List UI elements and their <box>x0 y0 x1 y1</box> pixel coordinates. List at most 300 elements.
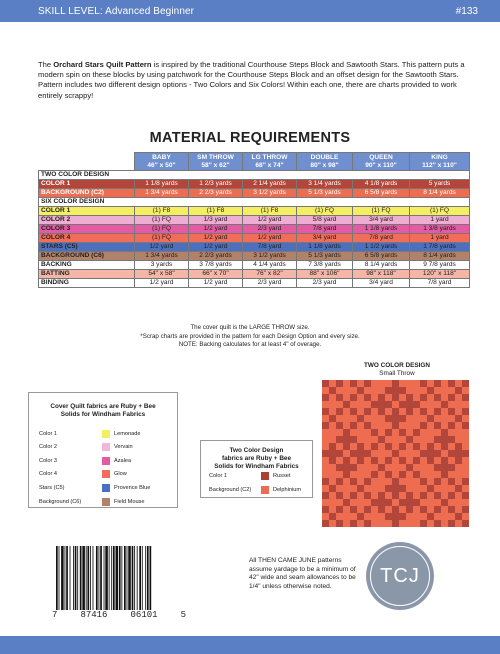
barcode-bar <box>56 546 58 610</box>
table-cell: 7/8 yard <box>297 225 353 234</box>
top-banner <box>0 0 500 22</box>
quilt-patch <box>329 387 336 394</box>
quilt-patch <box>371 471 378 478</box>
size-header <box>243 153 297 171</box>
cover-fabrics-title-line2: Solids for Windham Fabrics <box>60 411 146 419</box>
quilt-patch <box>434 408 441 415</box>
table-cell: 3 7/8 yards <box>189 261 243 270</box>
quilt-patch <box>448 408 455 415</box>
quilt-patch <box>406 499 413 506</box>
color-swatch <box>102 430 110 438</box>
fabric-swatch-row <box>201 471 312 480</box>
fabric-color-name: Provence Blue <box>114 484 151 491</box>
row-label: BINDING <box>39 279 135 288</box>
quilt-patch <box>343 401 350 408</box>
table-cell: 7 3/8 yards <box>297 261 353 270</box>
table-cell: 5/8 yard <box>297 216 353 225</box>
row-label: STARS (C5) <box>39 243 135 252</box>
barcode-digit-last: 5 <box>180 610 186 620</box>
quilt-patch <box>448 436 455 443</box>
fabric-role: Background (C6) <box>39 498 82 505</box>
table-cell: 1/2 yard <box>189 243 243 252</box>
quilt-patch <box>357 513 364 520</box>
barcode-bar <box>124 546 126 610</box>
quilt-patch <box>357 443 364 450</box>
intro-paragraph <box>38 60 466 101</box>
yardage-footnote: All THEN CAME JUNE patterns assume yardage to be a minimum of 42" wide and seam allowances to be 1/4" unless otherwise noted. <box>249 557 356 590</box>
quilt-patch <box>364 478 371 485</box>
barcode-bar <box>142 546 143 610</box>
barcode-bar <box>127 546 128 610</box>
bottom-banner <box>0 636 500 654</box>
note-backing: NOTE: Backing calculates for at least 4" of overage. <box>178 341 322 349</box>
table-cell: 1 1/8 yards <box>297 243 353 252</box>
size-name: SM THROW <box>197 153 234 161</box>
table-cell: (1) FQ <box>353 207 410 216</box>
table-cell: 88" x 106" <box>297 270 353 279</box>
quilt-patch <box>371 499 378 506</box>
logo-text: TCJ <box>380 564 420 587</box>
material-requirements-table <box>38 152 470 288</box>
quilt-patch <box>322 394 329 401</box>
barcode-bar <box>147 546 149 610</box>
table-section-row <box>39 198 470 207</box>
table-cell: (1) FQ <box>297 207 353 216</box>
barcode-bar <box>137 546 138 610</box>
quilt-patch <box>350 422 357 429</box>
table-cell: 8 1/4 yards <box>410 189 470 198</box>
fabric-color-name: Azalea <box>114 457 132 464</box>
cover-fabrics-title <box>29 403 177 419</box>
quilt-patch <box>420 450 427 457</box>
table-cell: (1) FQ <box>135 234 189 243</box>
fabric-swatch-row <box>201 485 312 494</box>
pattern-name: Orchard Stars Quilt Pattern <box>53 60 152 69</box>
fabric-role: Color 1 <box>39 430 58 437</box>
size-name: QUEEN <box>369 153 393 161</box>
quilt-patch <box>441 499 448 506</box>
quilt-patch <box>343 464 350 471</box>
barcode-group1: 87416 <box>80 610 108 620</box>
quilt-patch <box>392 506 399 513</box>
table-cell: 1 3/4 yards <box>135 189 189 198</box>
quilt-patch <box>357 415 364 422</box>
table-cell: 1 1/2 yards <box>353 243 410 252</box>
quilt-patch <box>434 394 441 401</box>
quilt-patch <box>434 464 441 471</box>
size-dimensions: 80" x 98" <box>310 161 339 169</box>
barcode-digit-first: 7 <box>52 610 58 620</box>
quilt-patch <box>427 387 434 394</box>
quilt-patch <box>420 520 427 527</box>
quilt-patch <box>441 436 448 443</box>
fabric-swatch-row <box>29 456 177 465</box>
quilt-patch <box>441 457 448 464</box>
quilt-patch <box>329 415 336 422</box>
table-cell: 1/3 yard <box>189 216 243 225</box>
quilt-patch <box>455 443 462 450</box>
table-cell: 2 1/4 yards <box>243 180 297 189</box>
quilt-patch <box>364 520 371 527</box>
quilt-patch <box>448 506 455 513</box>
fabric-color-name: Russet <box>273 472 291 479</box>
quilt-patch <box>350 506 357 513</box>
table-cell: 1 3/4 yards <box>135 252 189 261</box>
quilt-patch <box>336 380 343 387</box>
table-cell: 2/3 yard <box>297 279 353 288</box>
quilt-patch <box>322 422 329 429</box>
size-dimensions: 68" x 74" <box>255 161 284 169</box>
quilt-patch <box>399 429 406 436</box>
barcode-bar <box>128 546 131 610</box>
quilt-patch <box>350 520 357 527</box>
quilt-patch <box>329 443 336 450</box>
quilt-patch <box>455 485 462 492</box>
quilt-caption-line1: TWO COLOR DESIGN <box>363 362 431 369</box>
barcode-bar <box>70 546 71 610</box>
row-label: BATTING <box>39 270 135 279</box>
table-cell: 76" x 82" <box>243 270 297 279</box>
table-cell: 1/2 yard <box>135 243 189 252</box>
quilt-patch <box>364 506 371 513</box>
barcode-bar <box>132 546 134 610</box>
quilt-patch <box>385 457 392 464</box>
tcj-logo <box>366 542 434 610</box>
quilt-patch <box>322 478 329 485</box>
table-row <box>39 225 470 234</box>
quilt-patch <box>392 478 399 485</box>
note-cover-size: The cover quilt is the LARGE THROW size. <box>190 324 310 331</box>
quilt-patch <box>420 478 427 485</box>
barcode-bar <box>116 546 119 610</box>
quilt-patch <box>322 408 329 415</box>
quilt-patch <box>462 492 469 499</box>
quilt-patch <box>329 450 336 457</box>
quilt-patch <box>364 450 371 457</box>
barcode-bar <box>80 546 82 610</box>
quilt-patch <box>378 492 385 499</box>
quilt-patch <box>329 457 336 464</box>
barcode-bar <box>100 546 102 610</box>
size-header <box>297 153 353 171</box>
two-color-title-line3: Solids for Windham Fabrics <box>214 463 299 471</box>
cover-fabrics-title-line1: Cover Quilt fabrics are Ruby + Bee <box>50 403 156 410</box>
table-cell: 3/4 yard <box>297 234 353 243</box>
table-cell: 1 7/8 yards <box>410 243 470 252</box>
quilt-patch <box>399 471 406 478</box>
quilt-patch <box>385 499 392 506</box>
quilt-patch <box>441 471 448 478</box>
table-cell: (1) F8 <box>189 207 243 216</box>
barcode-bar <box>150 546 152 610</box>
quilt-preview-image <box>322 380 469 527</box>
table-cell: (1) FQ <box>135 225 189 234</box>
quilt-patch <box>336 492 343 499</box>
color-swatch <box>261 472 269 480</box>
quilt-patch <box>336 422 343 429</box>
table-cell: 1/2 yard <box>189 279 243 288</box>
quilt-patch <box>371 429 378 436</box>
intro-text: is inspired by the traditional Courthouse Steps Block and Sawtooth Stars. This pattern puts a modern spin on these blocks by using patchwork for the Courthouse Steps Block and an offset design for the Sawtooth Stars. Pattern includes two different design options - Two Colors and Six Colors! Within each one, there are charts provided to work entirely scrappy! <box>38 60 465 100</box>
quilt-patch <box>406 464 413 471</box>
fabric-role: Color 3 <box>39 457 58 464</box>
size-header <box>135 153 189 171</box>
table-row <box>39 270 470 279</box>
table-cell: 1 3/8 yards <box>410 225 470 234</box>
quilt-patch <box>322 506 329 513</box>
table-row <box>39 261 470 270</box>
barcode <box>54 546 183 610</box>
cover-fabrics-box <box>28 392 178 508</box>
barcode-bar <box>105 546 108 610</box>
section-label: SIX COLOR DESIGN <box>39 198 470 207</box>
quilt-patch <box>392 485 399 492</box>
fabric-role: Background (C2) <box>209 486 252 493</box>
color-swatch <box>102 498 110 506</box>
quilt-patch <box>434 436 441 443</box>
quilt-patch <box>357 457 364 464</box>
fabric-color-name: Vervain <box>114 444 133 451</box>
table-row <box>39 189 470 198</box>
quilt-patch <box>364 492 371 499</box>
quilt-patch <box>350 464 357 471</box>
color-swatch <box>102 484 110 492</box>
quilt-patch <box>378 436 385 443</box>
table-cell: 1 yard <box>410 216 470 225</box>
quilt-patch <box>441 464 448 471</box>
table-cell: 66" x 70" <box>189 270 243 279</box>
barcode-bar <box>111 546 112 610</box>
table-cell: 1 1/8 yards <box>135 180 189 189</box>
barcode-bar <box>145 546 146 610</box>
color-swatch <box>261 486 269 494</box>
barcode-digits <box>52 610 186 620</box>
table-cell: 6 5/8 yards <box>353 252 410 261</box>
table-cell: 2 2/3 yards <box>189 252 243 261</box>
quilt-patch <box>455 415 462 422</box>
table-row <box>39 207 470 216</box>
table-cell: 4 1/8 yards <box>353 180 410 189</box>
quilt-patch <box>441 401 448 408</box>
table-corner <box>39 153 135 171</box>
quilt-patch <box>406 436 413 443</box>
quilt-patch <box>350 394 357 401</box>
quilt-patch <box>350 408 357 415</box>
barcode-bar <box>66 546 68 610</box>
quilt-patch <box>392 520 399 527</box>
quilt-patch <box>364 422 371 429</box>
quilt-patch <box>455 450 462 457</box>
row-label: BACKGROUND (C6) <box>39 252 135 261</box>
quilt-patch <box>357 485 364 492</box>
quilt-patch <box>441 429 448 436</box>
quilt-patch <box>462 408 469 415</box>
section-label: TWO COLOR DESIGN <box>39 171 470 180</box>
barcode-bar <box>65 546 66 610</box>
table-cell: 1/2 yard <box>135 279 189 288</box>
table-cell: (1) F8 <box>243 207 297 216</box>
quilt-patch <box>322 450 329 457</box>
quilt-patch <box>392 492 399 499</box>
barcode-bar <box>121 546 122 610</box>
quilt-patch <box>385 443 392 450</box>
quilt-patch <box>413 443 420 450</box>
row-label: COLOR 1 <box>39 207 135 216</box>
quilt-patch <box>378 394 385 401</box>
barcode-bar <box>134 546 135 610</box>
table-cell: 1 yard <box>410 234 470 243</box>
size-dimensions: 58" x 62" <box>201 161 230 169</box>
quilt-patch <box>420 408 427 415</box>
table-cell: 7/8 yard <box>243 243 297 252</box>
barcode-bar <box>75 546 77 610</box>
barcode-bar <box>113 546 115 610</box>
barcode-bar <box>61 546 64 610</box>
quilt-patch <box>392 415 399 422</box>
quilt-patch <box>350 436 357 443</box>
quilt-patch <box>385 513 392 520</box>
table-row <box>39 279 470 288</box>
table-cell: 2/3 yard <box>243 225 297 234</box>
barcode-bar <box>93 546 94 610</box>
two-color-fabrics-box <box>200 440 313 498</box>
quilt-patch <box>336 450 343 457</box>
quilt-patch <box>441 443 448 450</box>
table-section-row <box>39 171 470 180</box>
table-cell: (1) FQ <box>135 216 189 225</box>
quilt-patch <box>406 506 413 513</box>
two-color-title-line1: Two Color Design <box>229 447 284 454</box>
size-dimensions: 90" x 110" <box>365 161 397 169</box>
quilt-patch <box>413 499 420 506</box>
fabric-role: Color 1 <box>209 472 228 479</box>
table-row <box>39 216 470 225</box>
fabric-role: Stars (C5) <box>39 484 65 491</box>
notes <box>0 324 500 350</box>
quilt-caption-line2: Small Throw <box>379 370 415 378</box>
quilt-patch <box>399 415 406 422</box>
quilt-patch <box>371 401 378 408</box>
size-name: KING <box>431 153 448 161</box>
quilt-patch <box>462 506 469 513</box>
quilt-patch <box>357 387 364 394</box>
table-cell: 1 1/8 yards <box>353 225 410 234</box>
quilt-patch <box>371 457 378 464</box>
quilt-patch <box>350 380 357 387</box>
size-dimensions: 46" x 50" <box>147 161 176 169</box>
fabric-swatch-row <box>29 483 177 492</box>
quilt-patch <box>406 394 413 401</box>
intro-lead: The <box>38 60 54 69</box>
quilt-patch <box>329 513 336 520</box>
barcode-bar <box>104 546 105 610</box>
quilt-patch <box>406 408 413 415</box>
size-name: LG THROW <box>251 153 288 161</box>
quilt-patch <box>427 513 434 520</box>
barcode-bar <box>59 546 60 610</box>
quilt-patch <box>427 415 434 422</box>
quilt-patch <box>385 471 392 478</box>
quilt-patch <box>406 492 413 499</box>
row-label: COLOR 3 <box>39 225 135 234</box>
quilt-patch <box>392 380 399 387</box>
table-cell: 2/3 yard <box>243 279 297 288</box>
quilt-patch <box>371 443 378 450</box>
quilt-patch <box>336 464 343 471</box>
table-row <box>39 252 470 261</box>
barcode-bar <box>119 546 121 610</box>
quilt-patch <box>427 443 434 450</box>
note-scrap-charts: *Scrap charts are provided in the pattern for each Design Option and every size. <box>140 332 360 340</box>
fabric-swatch-row <box>29 497 177 506</box>
quilt-patch <box>385 387 392 394</box>
quilt-patch <box>385 485 392 492</box>
quilt-patch <box>350 478 357 485</box>
fabric-role: Color 2 <box>39 444 58 451</box>
table-cell: 4 1/4 yards <box>243 261 297 270</box>
table-cell: 1 2/3 yards <box>189 180 243 189</box>
table-cell: 3 yards <box>135 261 189 270</box>
barcode-bar <box>99 546 100 610</box>
quilt-patch <box>434 506 441 513</box>
quilt-patch <box>434 380 441 387</box>
quilt-patch <box>399 443 406 450</box>
quilt-patch <box>427 450 434 457</box>
quilt-patch <box>343 499 350 506</box>
table-cell: (1) F8 <box>135 207 189 216</box>
table-cell: 5 1/3 yards <box>297 189 353 198</box>
table-cell: 1/2 yard <box>243 234 297 243</box>
quilt-patch <box>385 429 392 436</box>
quilt-patch <box>420 492 427 499</box>
barcode-bar <box>109 546 110 610</box>
quilt-patch <box>392 513 399 520</box>
table-cell: 6 5/8 yards <box>353 189 410 198</box>
barcode-bar <box>77 546 78 610</box>
table-cell: 7/8 yard <box>410 279 470 288</box>
quilt-patch <box>420 394 427 401</box>
skill-level: SKILL LEVEL: Advanced Beginner <box>38 5 195 17</box>
size-name: DOUBLE <box>310 153 339 161</box>
table-cell: 1/2 yard <box>243 216 297 225</box>
quilt-patch <box>336 506 343 513</box>
pattern-number: #133 <box>455 5 478 17</box>
quilt-patch <box>378 506 385 513</box>
barcode-bar <box>73 546 74 610</box>
quilt-patch <box>427 457 434 464</box>
quilt-patch <box>399 485 406 492</box>
quilt-patch <box>399 387 406 394</box>
quilt-patch <box>385 415 392 422</box>
quilt-patch <box>378 408 385 415</box>
quilt-patch <box>448 478 455 485</box>
quilt-patch <box>413 471 420 478</box>
quilt-patch <box>392 394 399 401</box>
quilt-preview-caption <box>322 362 472 378</box>
quilt-patch <box>322 520 329 527</box>
quilt-patch <box>455 387 462 394</box>
color-swatch <box>102 443 110 451</box>
quilt-patch <box>392 450 399 457</box>
quilt-patch <box>378 464 385 471</box>
quilt-patch <box>434 520 441 527</box>
fabric-role: Color 4 <box>39 471 58 478</box>
table-cell: (1) FQ <box>410 207 470 216</box>
quilt-patch <box>336 520 343 527</box>
size-header <box>410 153 470 171</box>
quilt-patch <box>413 401 420 408</box>
table-cell: 3 1/4 yards <box>297 180 353 189</box>
